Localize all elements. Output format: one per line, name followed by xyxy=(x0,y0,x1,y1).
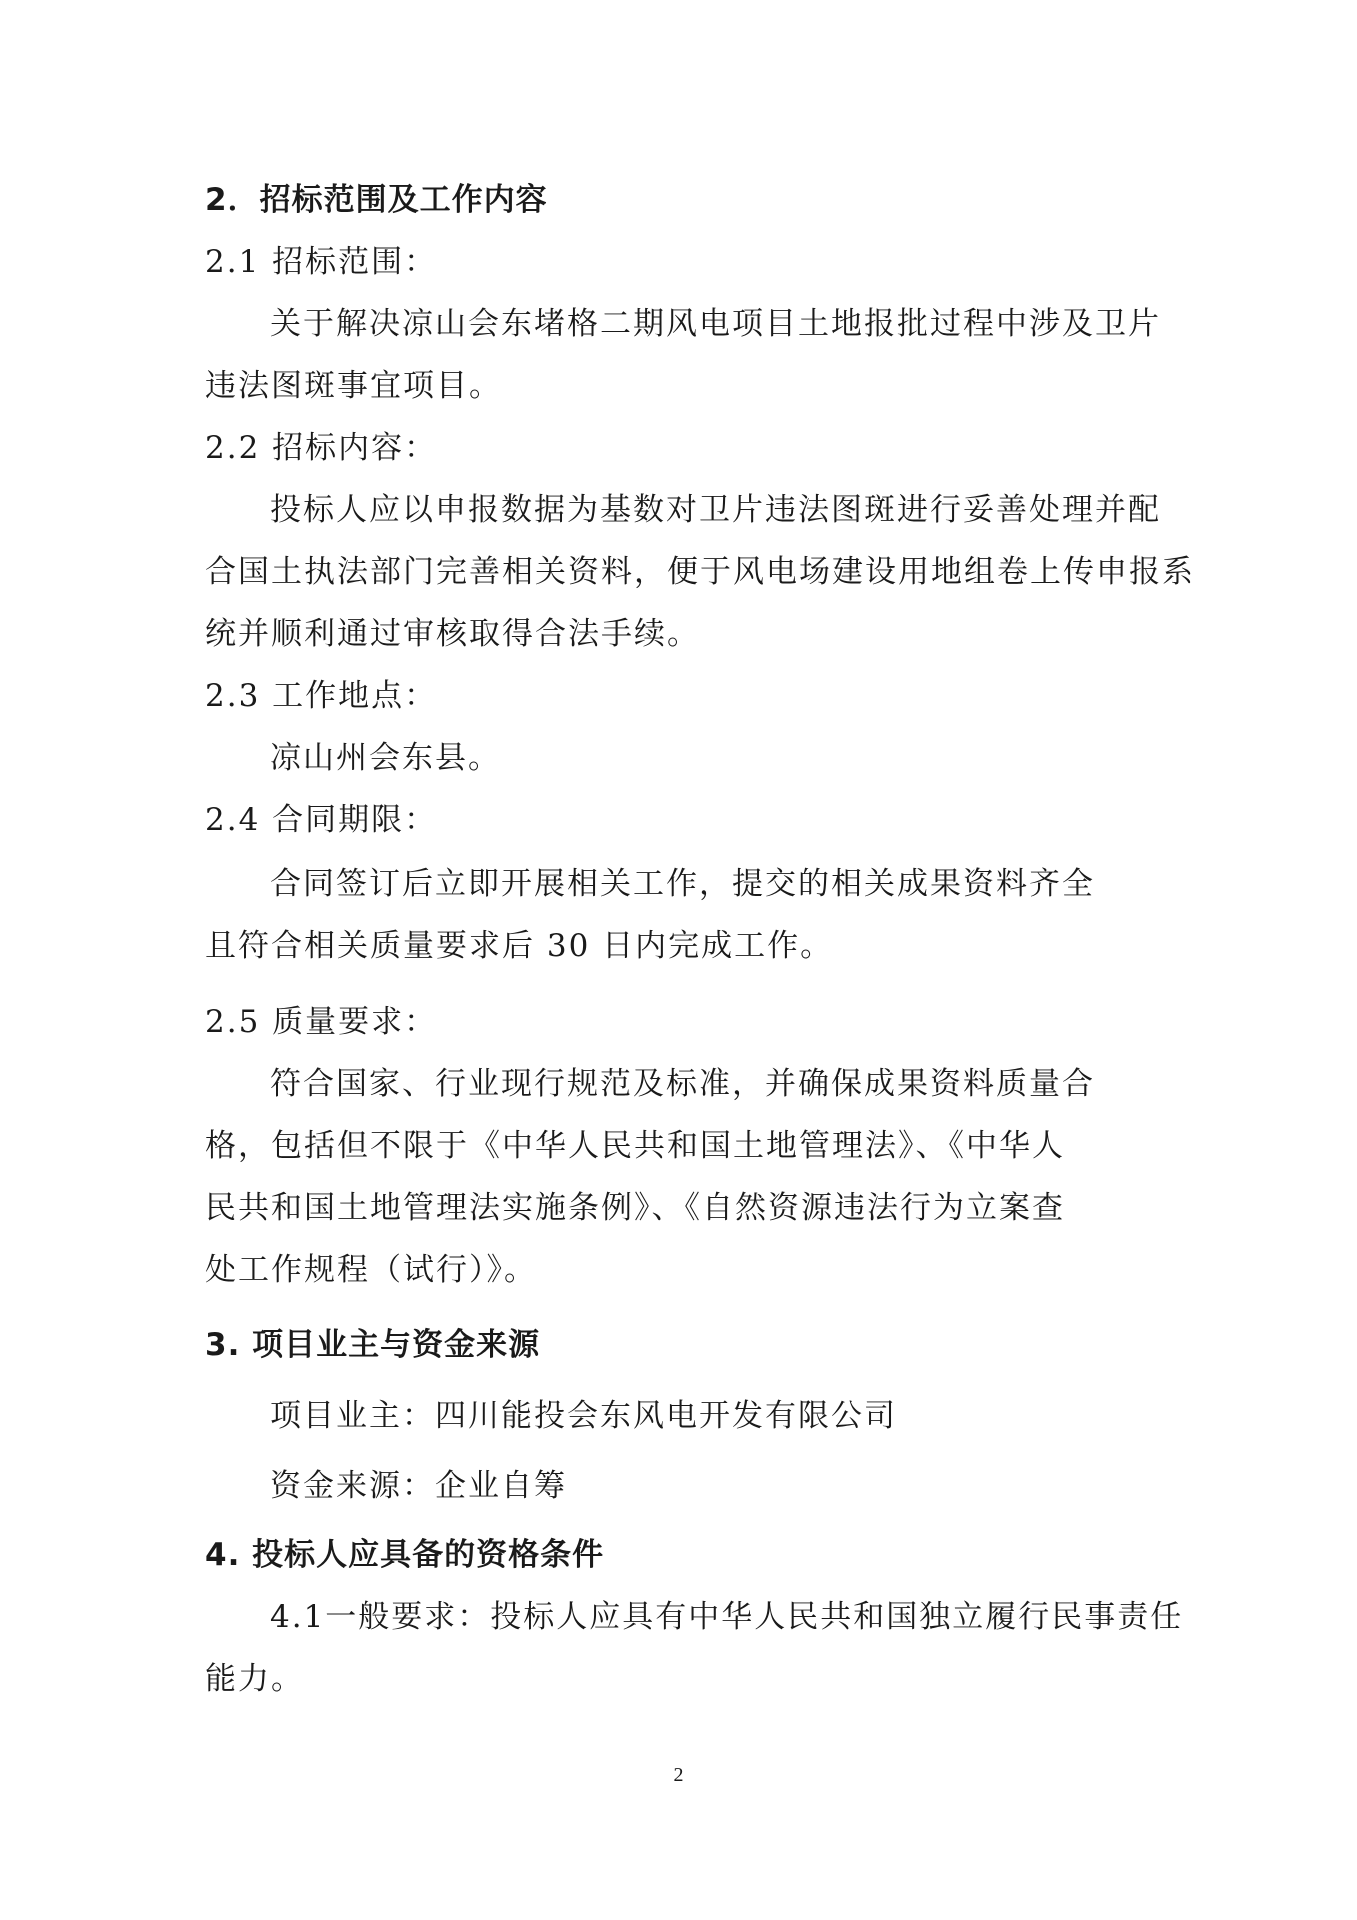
page-number: 2 xyxy=(673,1764,684,1786)
scope-line-1: 关于解决凉山会东堵格二期风电项目土地报批过程中涉及卫片 xyxy=(270,306,1161,342)
term-label: 2.4 合同期限： xyxy=(205,802,438,838)
section-2-heading: 2．招标范围及工作内容 xyxy=(205,182,548,218)
quality-line-2: 格，包括但不限于《中华人民共和国土地管理法》、《中华人 xyxy=(205,1128,1065,1164)
content-label: 2.2 招标内容： xyxy=(205,430,438,466)
location-label: 2.3 工作地点： xyxy=(205,678,438,714)
section-4-heading: 4. 投标人应具备的资格条件 xyxy=(205,1537,605,1573)
quality-line-4: 处工作规程（试行）》。 xyxy=(205,1252,537,1288)
content-line-3: 统并顺利通过审核取得合法手续。 xyxy=(205,616,700,652)
scope-line-2: 违法图斑事宜项目。 xyxy=(205,368,502,404)
quality-line-3: 民共和国土地管理法实施条例》、《自然资源违法行为立案查 xyxy=(205,1190,1065,1226)
term-line-2: 且符合相关质量要求后 30 日内完成工作。 xyxy=(205,928,834,964)
term-line-1: 合同签订后立即开展相关工作，提交的相关成果资料齐全 xyxy=(270,866,1095,902)
content-line-2: 合国土执法部门完善相关资料，便于风电场建设用地组卷上传申报系 xyxy=(205,554,1195,590)
location-text: 凉山州会东县。 xyxy=(270,740,501,776)
content-line-1: 投标人应以申报数据为基数对卫片违法图斑进行妥善处理并配 xyxy=(270,492,1161,528)
project-owner: 项目业主：四川能投会东风电开发有限公司 xyxy=(270,1398,897,1434)
general-requirement-line-1: 4.1一般要求：投标人应具有中华人民共和国独立履行民事责任 xyxy=(270,1599,1184,1635)
quality-label: 2.5 质量要求： xyxy=(205,1004,438,1040)
general-requirement-line-2: 能力。 xyxy=(205,1661,304,1697)
scope-label: 2.1 招标范围： xyxy=(205,244,438,280)
section-3-heading: 3. 项目业主与资金来源 xyxy=(205,1327,541,1363)
funding-source: 资金来源：企业自筹 xyxy=(270,1468,567,1504)
quality-line-1: 符合国家、行业现行规范及标准，并确保成果资料质量合 xyxy=(270,1066,1095,1102)
